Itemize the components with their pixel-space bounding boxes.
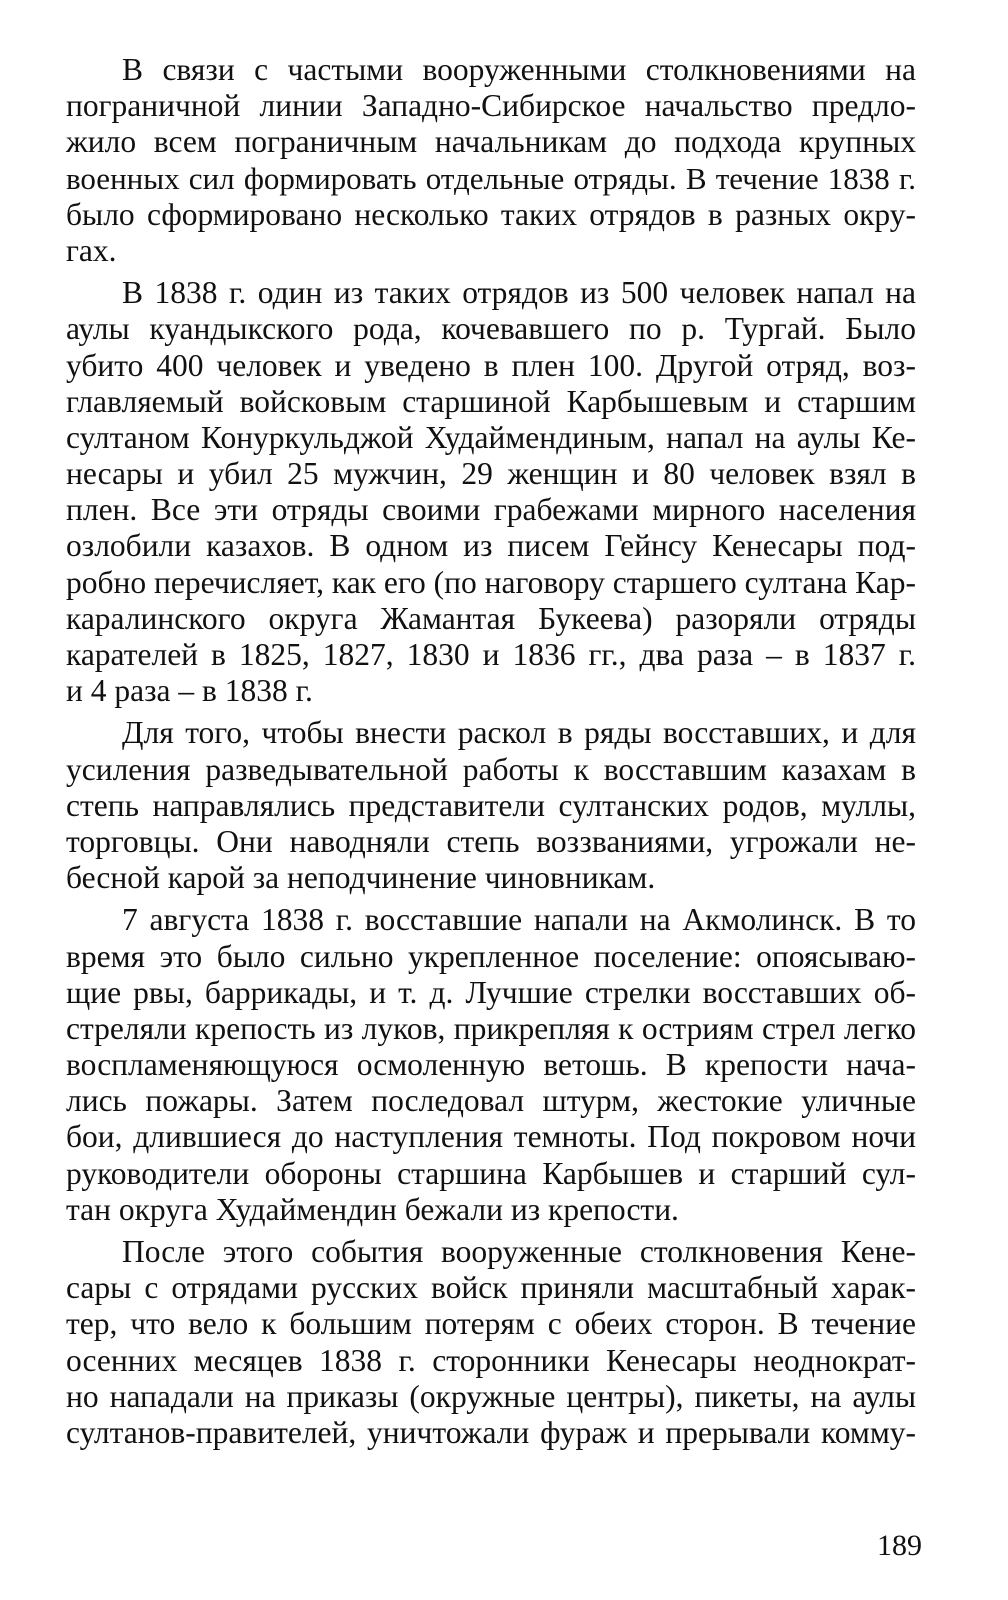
text-line: время это было сильно укрепленное поселение: опоясываю- <box>66 938 916 974</box>
text-line: щие рвы, баррикады, и т. д. Лучшие стрелки восставших об- <box>66 974 916 1010</box>
page-number: 189 <box>877 1529 922 1562</box>
text-line: военных сил формировать отдельные отряды. В течение 1838 г. <box>66 160 916 196</box>
text-line: осенних месяцев 1838 г. сторонники Кенесары неоднократ- <box>66 1342 916 1378</box>
text-line: убито 400 человек и уведено в плен 100. Другой отряд, воз- <box>66 347 916 383</box>
text-line: жило всем пограничным начальникам до подхода крупных <box>66 124 916 160</box>
text-line: степь направлялись представители султанских родов, муллы, <box>66 787 916 823</box>
paragraph <box>66 902 916 1228</box>
text-line: озлобили казахов. В одном из писем Гейнсу Кенесары под- <box>66 528 916 564</box>
text-line: было сформировано несколько таких отрядов в разных окру- <box>66 196 916 232</box>
text-line: пограничной линии Западно-Сибирское начальство предло- <box>66 88 916 124</box>
text-line: бои, длившиеся до наступления темноты. Под покровом ночи <box>66 1119 916 1155</box>
text-line: каралинского округа Жамантая Букеева) разоряли отряды <box>66 600 916 636</box>
text-line: воспламеняющуюся осмоленную ветошь. В крепости нача- <box>66 1047 916 1083</box>
text-line: главляемый войсковым старшиной Карбышевым и старшим <box>66 383 916 419</box>
text-line: бесной карой за неподчинение чиновникам. <box>66 860 656 896</box>
text-line: аулы куандыкского рода, кочевавшего по р. Тургай. Было <box>66 311 916 347</box>
text-line: руководители обороны старшина Карбышев и старший сул- <box>66 1155 916 1191</box>
text-line: сары с отрядами русских войск приняли масштабный харак- <box>66 1270 916 1306</box>
text-line: робно перечисляет, как его (по наговору старшего султана Кар- <box>66 564 916 600</box>
paragraph <box>66 275 916 709</box>
text-line: несары и убил 25 мужчин, 29 женщин и 80 человек взял в <box>66 456 916 492</box>
text-line: гах. <box>66 232 117 268</box>
text-line: плен. Все эти отряды своими грабежами мирного населения <box>66 492 916 528</box>
text-line: В 1838 г. один из таких отрядов из 500 человек напал на <box>122 275 916 311</box>
text-line: В связи с частыми вооруженными столкновениями на <box>122 52 916 87</box>
text-line: усиления разведывательной работы к восставшим казахам в <box>66 751 916 787</box>
text-line: тер, что вело к большим потерям с обеих сторон. В течение <box>66 1306 916 1342</box>
paragraph <box>66 715 916 896</box>
text-line: султаном Конуркульджой Худаймендиным, напал на аулы Ке- <box>66 419 916 455</box>
text-line: тан округа Худаймендин бежали из крепости. <box>66 1191 679 1227</box>
text-line: После этого события вооруженные столкновения Кене- <box>122 1234 916 1269</box>
text-line: торговцы. Они наводняли степь воззваниями, угрожали не- <box>66 823 916 859</box>
text-line: карателей в 1825, 1827, 1830 и 1836 гг., два раза – в 1837 г. <box>66 637 916 672</box>
text-line: султанов-правителей, уничтожали фураж и прерывали комму- <box>66 1414 916 1450</box>
body-text <box>66 52 916 1451</box>
text-line: 7 августа 1838 г. восставшие напали на Акмолинск. В то <box>122 902 916 938</box>
text-line: и 4 раза – в 1838 г. <box>66 673 313 709</box>
text-line: лись пожары. Затем последовал штурм, жестокие уличные <box>66 1083 916 1119</box>
paragraph <box>66 52 916 269</box>
text-line: но нападали на приказы (окружные центры), пикеты, на аулы <box>66 1378 916 1414</box>
paragraph <box>66 1234 916 1451</box>
text-line: стреляли крепость из луков, прикрепляя к остриям стрел легко <box>66 1010 916 1046</box>
text-line: Для того, чтобы внести раскол в ряды восставших, и для <box>122 715 916 751</box>
